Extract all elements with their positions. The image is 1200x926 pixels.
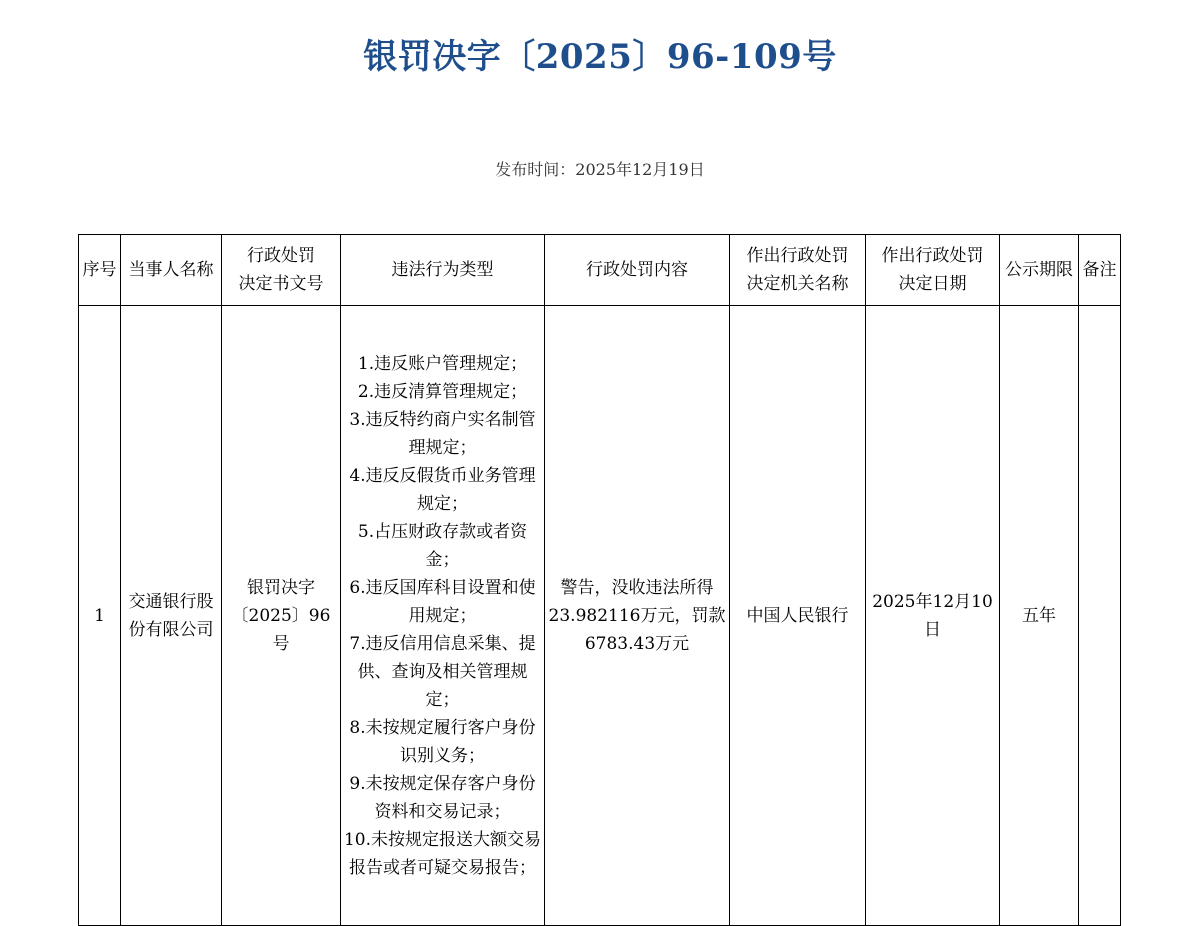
header-authority bbox=[730, 235, 866, 306]
header-doc-no-line-2: 决定书文号 bbox=[238, 274, 324, 294]
header-decision-date-line-1: 作出行政处罚 bbox=[881, 246, 984, 266]
violation-item: 5.占压财政存款或者资金； bbox=[357, 521, 528, 570]
cell-violations bbox=[341, 306, 545, 926]
doc-no-line-2: 〔2025〕96号 bbox=[231, 605, 331, 654]
table-header-row bbox=[79, 235, 1121, 306]
authority-text: 中国人民银行 bbox=[746, 605, 849, 626]
penalty-table bbox=[78, 234, 1121, 926]
header-period bbox=[1000, 235, 1079, 306]
cell-decision-date bbox=[866, 306, 1000, 926]
violation-item: 7.违反信用信息采集、提供、查询及相关管理规定； bbox=[349, 633, 536, 710]
violation-item: 9.未按规定保存客户身份资料和交易记录； bbox=[349, 773, 536, 822]
page-title: 银罚决字〔2025〕96-109号 bbox=[363, 37, 837, 77]
violation-item: 10.未按规定报送大额交易报告或者可疑交易报告； bbox=[343, 829, 542, 878]
header-index bbox=[79, 235, 121, 306]
cell-doc-no bbox=[222, 306, 341, 926]
violation-item: 3.违反特约商户实名制管理规定； bbox=[349, 409, 536, 458]
header-index-line: 序号 bbox=[82, 260, 117, 280]
violation-item: 8.未按规定履行客户身份识别义务； bbox=[349, 717, 536, 766]
period-text: 五年 bbox=[1022, 605, 1056, 626]
header-decision-date bbox=[866, 235, 1000, 306]
header-violation-type bbox=[341, 235, 545, 306]
violation-item: 1.违反账户管理规定； bbox=[357, 353, 528, 374]
cell-remark bbox=[1079, 306, 1121, 926]
publish-date: 2025年12月19日 bbox=[575, 160, 705, 179]
table-row bbox=[79, 306, 1121, 926]
party-line-2: 份有限公司 bbox=[128, 619, 214, 640]
publish-info bbox=[0, 158, 1200, 182]
header-remark bbox=[1079, 235, 1121, 306]
violation-item: 2.违反清算管理规定； bbox=[357, 381, 528, 402]
penalty-line-1: 警告，没收违法所得 bbox=[560, 577, 714, 598]
cell-party bbox=[121, 306, 222, 926]
header-doc-no-line-1: 行政处罚 bbox=[247, 246, 315, 266]
penalty-line-2: 23.982116万元，罚款 bbox=[548, 605, 726, 626]
header-remark-line: 备注 bbox=[1082, 260, 1117, 280]
penalty-table-container bbox=[78, 234, 1121, 926]
violation-item: 6.违反国库科目设置和使用规定； bbox=[349, 577, 536, 626]
header-authority-line-2: 决定机关名称 bbox=[746, 274, 849, 294]
doc-no-line-1: 银罚决字 bbox=[247, 577, 315, 598]
row-index: 1 bbox=[94, 605, 105, 626]
header-penalty-content bbox=[545, 235, 730, 306]
header-violation-type-line: 违法行为类型 bbox=[391, 260, 494, 280]
cell-authority bbox=[730, 306, 866, 926]
header-doc-no bbox=[222, 235, 341, 306]
header-period-line: 公示期限 bbox=[1005, 260, 1073, 280]
header-penalty-content-line: 行政处罚内容 bbox=[586, 260, 688, 280]
publish-label: 发布时间： bbox=[495, 160, 576, 179]
party-line-1: 交通银行股 bbox=[128, 591, 214, 612]
decision-date-text: 2025年12月10日 bbox=[872, 591, 993, 640]
cell-period bbox=[1000, 306, 1079, 926]
header-authority-line-1: 作出行政处罚 bbox=[746, 246, 849, 266]
cell-penalty bbox=[545, 306, 730, 926]
cell-index bbox=[79, 306, 121, 926]
violation-item: 4.违反反假货币业务管理规定； bbox=[349, 465, 536, 514]
header-party-line: 当事人名称 bbox=[128, 260, 214, 280]
header-party bbox=[121, 235, 222, 306]
penalty-line-3: 6783.43万元 bbox=[584, 633, 690, 654]
header-decision-date-line-2: 决定日期 bbox=[898, 274, 967, 294]
